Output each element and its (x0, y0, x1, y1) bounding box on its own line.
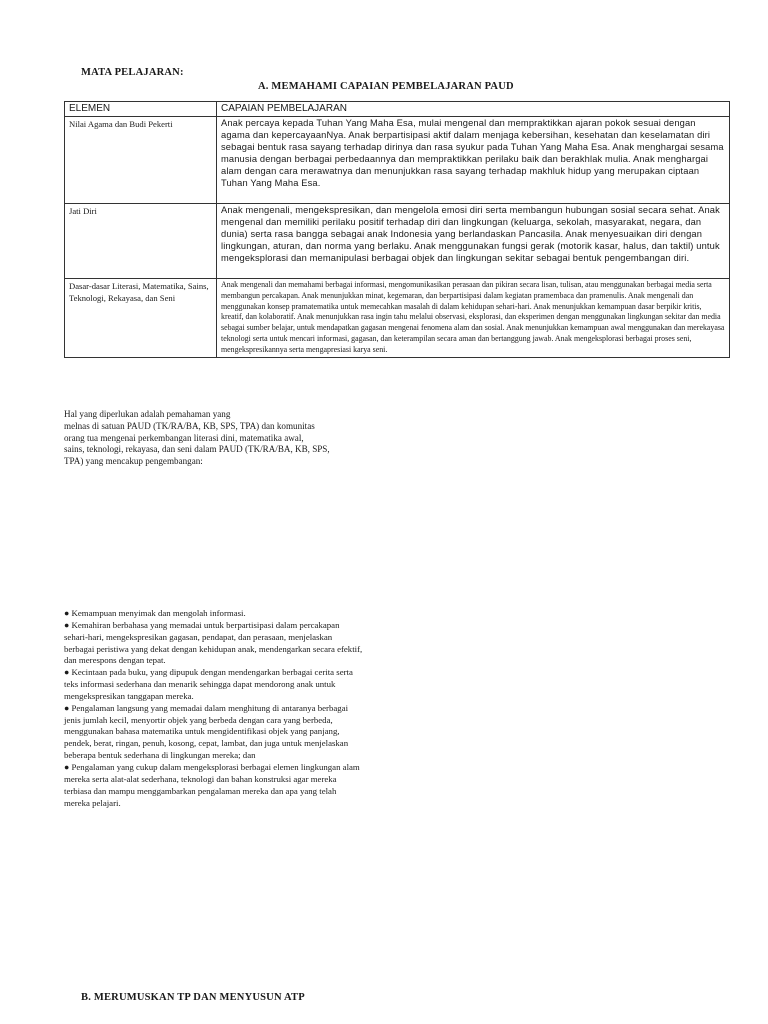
section-a-heading: A. MEMAHAMI CAPAIAN PEMBELAJARAN PAUD (258, 81, 514, 92)
intro-line: sains, teknologi, rekayasa, dan seni dalam PAUD (TK/RA/BA, KB, SPS, (64, 444, 330, 455)
list-item: ● Pengalaman langsung yang memadai dalam menghitung di antaranya berbagai jenis jumlah kecil, menyortir objek yang berbeda dengan cara yang berbeda, menggunakan bahasa matematika untuk mengidentifikasi objek yang panjang, pendek, berat, ringan, penuh, kosong, cepat, lambat, dan juga untuk menjelaskan beberapa bentuk sederhana di lingkungan mereka; dan (64, 702, 349, 761)
element-cell: Dasar-dasar Literasi, Matematika, Sains, Teknologi, Rekayasa, dan Seni (65, 279, 217, 358)
capaian-cell: Anak mengenali dan memahami berbagai informasi, mengomunikasikan perasaan dan pikiran secara lisan, tulisan, atau menggunakan berbagai media serta membangun percakapan. Anak menunjukkan minat, kegemaran, dan berpartisipasi dalam kegiatan pramembaca dan pramenulis. Anak mengenali dan menggunakan konsep pramatematika untuk memecahkan masalah di dalam kehidupan sehari-hari. Anak menunjukkan kemampuan dasar berpikir kritis, kreatif, dan kolaboratif. Anak menunjukkan rasa ingin tahu melalui observasi, eksplorasi, dan eksperimen dengan menggunakan lingkungan sekitar dan media sebagai sumber belajar, untuk mendapatkan gagasan mengenai fenomena alam dan sosial. Anak menunjukkan kemampuan awal menggunakan dan merekayasa teknologi serta untuk mencari informasi, gagasan, dan keterampilan secara aman dan bertanggung jawab. Anak mengeksplorasi berbagai proses seni, mengekspresikannya serta mengapresiasi karya seni. (217, 279, 730, 358)
development-bullet-list (64, 608, 364, 809)
subject-heading: MATA PELAJARAN: (81, 67, 184, 78)
list-item: ● Pengalaman yang cukup dalam mengeksplorasi berbagai elemen lingkungan alam mereka serta alat-alat sederhana, teknologi dan bahan konstruksi agar mereka terbiasa dan mampu menggambarkan pengalaman mereka dan apa yang telah mereka pelajari. (64, 761, 360, 808)
table-header-row (65, 102, 730, 117)
section-b-heading: B. MERUMUSKAN TP DAN MENYUSUN ATP (81, 992, 305, 1003)
intro-line: Hal yang diperlukan adalah pemahaman yang (64, 409, 231, 419)
capaian-table (64, 101, 730, 358)
column-header-capaian: CAPAIAN PEMBELAJARAN (217, 102, 730, 117)
intro-line: TPA) yang mencakup pengembangan: (64, 456, 203, 467)
column-header-elemen: ELEMEN (65, 102, 217, 117)
table-row (65, 117, 730, 204)
table-row (65, 279, 730, 358)
list-item: ● Kecintaan pada buku, yang dipupuk dengan mendengarkan berbagai cerita serta teks informasi sederhana dan menarik sehingga dapat mendorong anak untuk mengekspresikan tanggapan mereka. (64, 667, 353, 701)
capaian-cell: Anak percaya kepada Tuhan Yang Maha Esa, mulai mengenal dan mempraktikkan ajaran pokok sesuai dengan agama dan kepercayaanNya. Anak berpartisipasi aktif dalam menjaga kebersihan, kesehatan dan keselamatan diri sebagai bentuk rasa sayang terhadap dirinya dan rasa syukur pada Tuhan Yang Maha Esa. Anak menghargai sesama manusia dengan berbagai perbedaannya dan mempraktikkan perilaku baik dan berakhlak mulia. Anak menghargai alam dengan cara merawatnya dan menunjukkan rasa sayang terhadap makhluk hidup yang merupakan ciptaan Tuhan Yang Maha Esa. (217, 117, 730, 204)
intro-paragraph (64, 409, 394, 468)
intro-line: melnas di satuan PAUD (TK/RA/BA, KB, SPS, TPA) dan komunitas (64, 420, 315, 431)
list-item: ● Kemahiran berbahasa yang memadai untuk berpartisipasi dalam percakapan sehari-hari, mengekspresikan gagasan, pendapat, dan perasaan, menjelaskan berbagai peristiwa yang dekat dengan kehidupan anak, mendengarkan secara efektif, dan merespons dengan tepat. (64, 619, 363, 666)
intro-line: orang tua mengenai perkembangan literasi dini, matematika awal, (64, 432, 304, 443)
table-row (65, 204, 730, 279)
list-item: ● Kemampuan menyimak dan mengolah informasi. (64, 608, 246, 618)
element-cell: Nilai Agama dan Budi Pekerti (65, 117, 217, 204)
capaian-cell: Anak mengenali, mengekspresikan, dan mengelola emosi diri serta membangun hubungan sosial secara sehat. Anak mengenal dan memiliki perilaku positif terhadap diri dan lingkungan (keluarga, sekolah, masyarakat, negara, dan dunia) serta rasa bangga sebagai anak Indonesia yang berlandaskan Pancasila. Anak menyesuaikan diri dengan lingkungan, aturan, dan norma yang berlaku. Anak menggunakan fungsi gerak (motorik kasar, halus, dan taktil) untuk mengeksplorasi dan memanipulasi berbagai objek dan lingkungan sekitar sebagai bentuk pengembangan diri. (217, 204, 730, 279)
element-cell: Jati Diri (65, 204, 217, 279)
